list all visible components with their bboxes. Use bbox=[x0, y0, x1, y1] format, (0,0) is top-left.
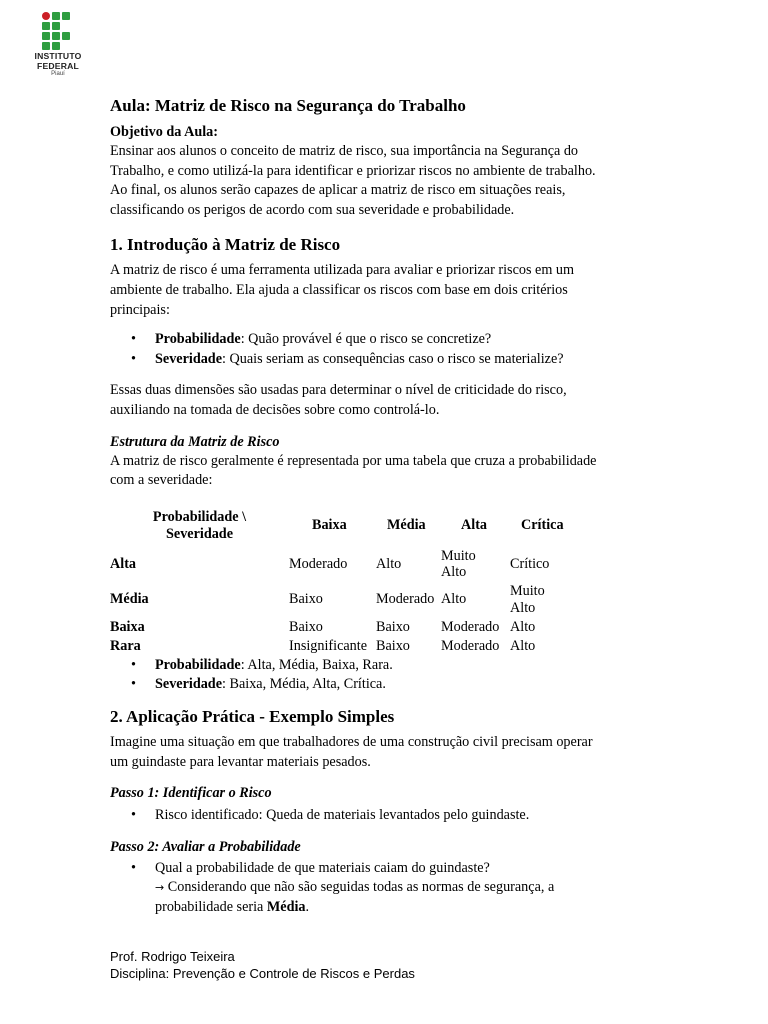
step1-heading: Passo 1: Identificar o Risco bbox=[110, 785, 272, 802]
table-corner-header bbox=[110, 505, 289, 547]
section1-intro-line: ambiente de trabalho. Ela ajuda a classificar os riscos com base em dois critérios bbox=[110, 281, 568, 298]
table-cell: Alto bbox=[510, 637, 536, 654]
table-cell: Baixo bbox=[289, 591, 323, 608]
corner-line: Probabilidade \ bbox=[152, 509, 247, 526]
list-item bbox=[110, 675, 650, 695]
section1-intro-line: principais: bbox=[110, 301, 170, 318]
risk-matrix-table bbox=[110, 505, 590, 656]
page-footer bbox=[110, 949, 415, 982]
list-item: • Qual a probabilidade de que materiais caiam do guindaste? bbox=[110, 859, 650, 879]
table-cell: Alto bbox=[441, 591, 467, 608]
objective-heading: Objetivo da Aula: bbox=[110, 124, 218, 140]
logo-text-federal: FEDERAL bbox=[37, 61, 79, 71]
table-row bbox=[110, 637, 590, 656]
structure-paragraph bbox=[110, 452, 650, 491]
criteria-term: Probabilidade bbox=[155, 331, 241, 348]
step2-last-suffix: . bbox=[305, 898, 310, 915]
legend-term: Severidade bbox=[155, 676, 222, 693]
table-cell: Muito Alto bbox=[510, 583, 545, 616]
section1-after-line: Essas duas dimensões são usadas para determinar o nível de criticidade do risco, bbox=[110, 382, 567, 399]
table-cell: Alto bbox=[510, 618, 536, 635]
table-cell: Baixo bbox=[289, 618, 323, 635]
section1-after-line: auxiliando na tomada de decisões sobre como controlá-lo. bbox=[110, 401, 440, 418]
table-cell: Moderado bbox=[376, 591, 435, 608]
criteria-text: : Quais seriam as consequências caso o risco se materialize? bbox=[222, 350, 564, 367]
table-cell: Alto bbox=[376, 555, 402, 572]
footer-discipline: Disciplina: Prevenção e Controle de Riscos e Perdas bbox=[110, 965, 415, 981]
step1-list bbox=[110, 806, 650, 826]
section2-intro-line: Imagine uma situação em que trabalhadores de uma construção civil precisam operar bbox=[110, 733, 593, 750]
criteria-text: : Quão provável é que o risco se concretize? bbox=[240, 331, 492, 348]
table-cell: Insignificante bbox=[289, 637, 368, 654]
criteria-term: Severidade bbox=[155, 350, 222, 367]
table-cell: Muito Alto bbox=[441, 547, 476, 581]
section1-intro bbox=[110, 261, 650, 320]
column-header: Média bbox=[387, 517, 426, 534]
column-header: Alta bbox=[461, 517, 488, 534]
table-row bbox=[110, 618, 590, 637]
step2-explanation bbox=[110, 878, 650, 917]
list-item bbox=[110, 350, 650, 370]
table-header-row bbox=[110, 505, 590, 547]
logo-text-instituto: INSTITUTO bbox=[34, 51, 82, 61]
objective-line: Ensinar aos alunos o conceito de matriz de risco, sua importância na Segurança do bbox=[110, 143, 579, 159]
logo-squares-icon bbox=[42, 12, 72, 50]
list-item bbox=[110, 656, 650, 676]
legend-term: Probabilidade bbox=[155, 656, 241, 673]
legend-text: : Baixa, Média, Alta, Crítica. bbox=[222, 676, 386, 693]
list-item: • Risco identificado: Queda de materiais levantados pelo guindaste. bbox=[110, 806, 650, 826]
table-cell: Moderado bbox=[441, 618, 500, 635]
step2-arrow-text: Considerando que não são seguidas todas as normas de segurança, a bbox=[164, 879, 555, 896]
row-header: Média bbox=[110, 591, 149, 608]
objective-line: classificando os perigos de acordo com sua severidade e probabilidade. bbox=[110, 201, 515, 218]
logo-text-campus: Piauí bbox=[51, 71, 65, 77]
section2-heading: 2. Aplicação Prática - Exemplo Simples bbox=[110, 706, 395, 726]
table-row bbox=[110, 547, 590, 582]
footer-professor: Prof. Rodrigo Teixeira bbox=[110, 949, 235, 964]
document-body bbox=[110, 96, 650, 917]
column-header: Crítica bbox=[521, 517, 564, 534]
objective-paragraph bbox=[110, 142, 650, 220]
row-header: Rara bbox=[110, 637, 141, 654]
column-header: Baixa bbox=[312, 517, 347, 534]
page-title: Aula: Matriz de Risco na Segurança do Trabalho bbox=[110, 96, 466, 115]
row-header: Baixa bbox=[110, 618, 145, 635]
structure-line: com a severidade: bbox=[110, 472, 213, 489]
section1-intro-line: A matriz de risco é uma ferramenta utilizada para avaliar e priorizar riscos em um bbox=[110, 262, 575, 279]
objective-line: Ao final, os alunos serão capazes de aplicar a matriz de risco em situações reais, bbox=[110, 182, 566, 199]
institute-logo bbox=[26, 12, 90, 84]
section1-heading: 1. Introdução à Matriz de Risco bbox=[110, 235, 341, 255]
section1-after bbox=[110, 381, 650, 420]
list-item bbox=[110, 330, 650, 350]
table-cell: Moderado bbox=[441, 637, 500, 654]
criteria-list bbox=[110, 330, 650, 369]
corner-line: Severidade bbox=[166, 525, 233, 542]
step2-heading: Passo 2: Avaliar a Probabilidade bbox=[110, 838, 301, 855]
step2-last-prefix: probabilidade seria bbox=[155, 898, 267, 915]
objective-line: Trabalho, e como utilizá-la para identificar e priorizar riscos no ambiente de trabalho. bbox=[110, 162, 596, 179]
step2-list bbox=[110, 859, 650, 879]
table-cell: Crítico bbox=[510, 555, 550, 572]
table-cell: Baixo bbox=[376, 618, 410, 635]
section2-intro-line: um guindaste para levantar materiais pesados. bbox=[110, 753, 371, 770]
step2-last-bold: Média bbox=[266, 898, 306, 915]
row-header: Alta bbox=[110, 555, 137, 572]
section2-intro bbox=[110, 733, 650, 772]
arrow-icon: → bbox=[155, 881, 165, 895]
table-cell: Baixo bbox=[376, 637, 410, 654]
table-row bbox=[110, 582, 590, 618]
legend-list bbox=[110, 656, 650, 695]
legend-text: : Alta, Média, Baixa, Rara. bbox=[240, 656, 393, 673]
table-cell: Moderado bbox=[289, 555, 348, 572]
structure-heading: Estrutura da Matriz de Risco bbox=[110, 433, 280, 450]
structure-line: A matriz de risco geralmente é representada por uma tabela que cruza a probabilidade bbox=[110, 452, 597, 469]
